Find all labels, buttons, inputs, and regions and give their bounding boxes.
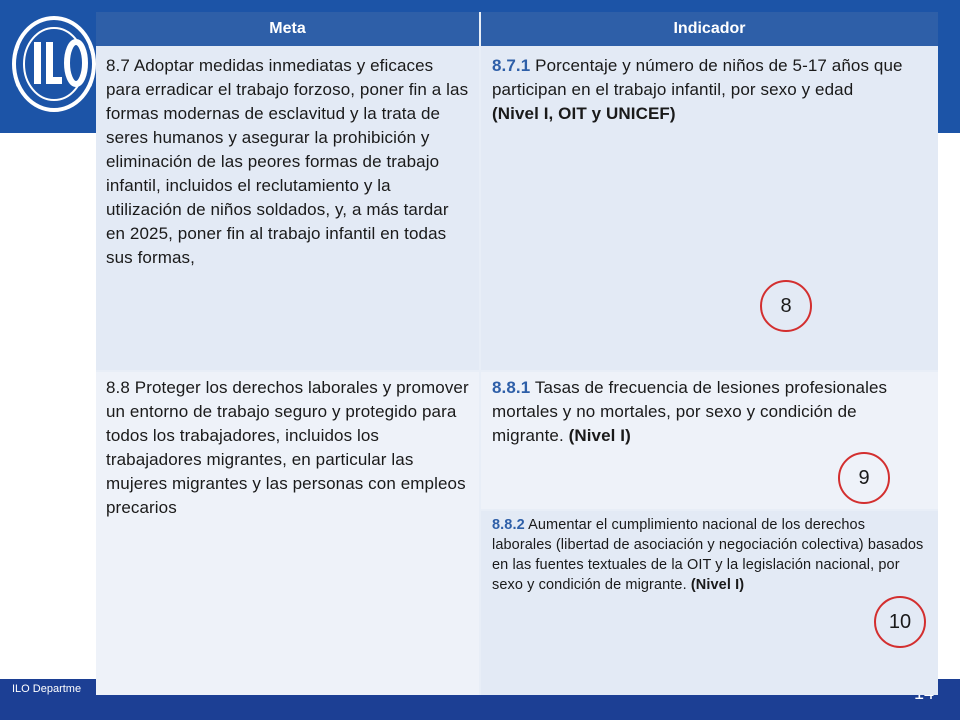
meta-cell-8-7: 8.7 Adoptar medidas inmediatas y eficaces para erradicar el trabajo forzoso, poner fin a las formas modernas de esclavitud y la trata de seres humanos y asegurar la prohibición y eliminación de las peores formas de trabajo infantil, incluidos el reclutamiento y la utilización de niños soldados, y, a más tardar en 2025, poner fin al trabajo infantil en todas sus formas,	[96, 46, 479, 370]
annotation-circle-8: 8	[760, 280, 812, 332]
sdg-table	[96, 12, 938, 695]
indicator-text: Aumentar el cumplimiento nacional de los derechos laborales (libertad de asociación y negociación colectiva) basados en las fuentes textuales de la OIT y la legislación nacional, por sexo y condición de migrante.	[492, 517, 924, 593]
indicator-text: Porcentaje y número de niños de 5-17 años que participan en el trabajo infantil, por sexo y edad	[492, 56, 903, 99]
column-header-meta: Meta	[96, 12, 479, 46]
indicator-text: Tasas de frecuencia de lesiones profesionales mortales y no mortales, por sexo y condición de migrante.	[492, 378, 888, 445]
footer-text: ILO Departme	[12, 683, 82, 695]
indicator-cell-8-7-1	[481, 46, 938, 370]
annotation-circle-10: 10	[874, 596, 926, 648]
meta-cell-8-8: 8.8 Proteger los derechos laborales y promover un entorno de trabajo seguro y protegido para todos los trabajadores, incluidos los trabajadores migrantes, en particular las mujeres migrantes y las personas con empleos precarios	[96, 372, 479, 695]
indicator-code: 8.8.2	[492, 517, 525, 533]
indicator-tier: (Nivel I)	[690, 577, 745, 593]
column-header-indicator: Indicador	[481, 12, 938, 46]
indicator-tier: (Nivel I, OIT y UNICEF)	[492, 104, 676, 123]
ilo-logo	[4, 6, 104, 124]
indicator-tier: (Nivel I)	[568, 426, 631, 445]
indicator-code: 8.7.1	[492, 56, 531, 75]
indicator-code: 8.8.1	[492, 378, 531, 397]
indicator-cell-8-8-2	[481, 511, 938, 695]
annotation-circle-9: 9	[838, 452, 890, 504]
